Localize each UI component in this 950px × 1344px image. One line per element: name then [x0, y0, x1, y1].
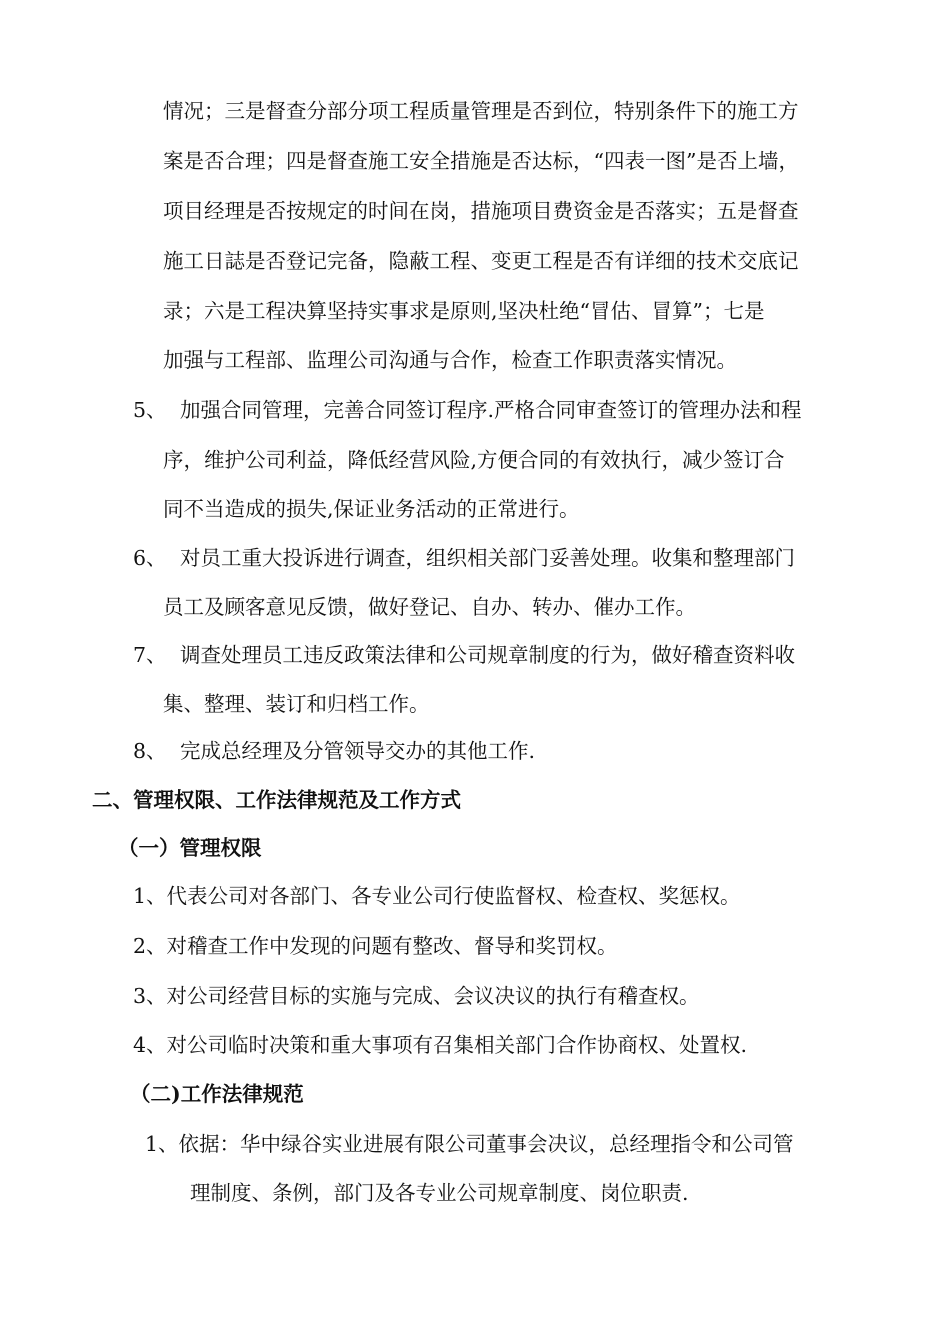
list-item-line: 集、整理、装订和归档工作。: [163, 692, 430, 716]
authority-item: 4、对公司临时决策和重大事项有召集相关部门合作协商权、处置权.: [133, 1033, 748, 1057]
authority-item: 1、代表公司对各部门、各专业公司行使监督权、检查权、奖惩权。: [133, 884, 741, 908]
paragraph-line: 录；六是工程决算坚持实事求是原则,坚决杜绝“冒估、冒算”；七是: [163, 299, 765, 323]
list-item-line: 员工及顾客意见反馈，做好登记、自办、转办、催办工作。: [163, 595, 696, 619]
subsection-heading: （二)工作法律规范: [130, 1082, 304, 1106]
paragraph-line: 项目经理是否按规定的时间在岗，措施项目费资金是否落实；五是督查: [163, 199, 799, 223]
basis-item-line: 理制度、条例，部门及各专业公司规章制度、岗位职责.: [190, 1181, 689, 1205]
paragraph-line: 案是否合理；四是督查施工安全措施是否达标，“四表一图”是否上墙，: [163, 149, 799, 173]
list-item-line: 同不当造成的损失,保证业务活动的正常进行。: [163, 497, 580, 521]
basis-item-line: 1、依据：华中绿谷实业进展有限公司董事会决议，总经理指令和公司管: [145, 1132, 794, 1156]
list-item-line: 对员工重大投诉进行调查，组织相关部门妥善处理。收集和整理部门: [180, 546, 795, 570]
authority-item: 3、对公司经营目标的实施与完成、会议决议的执行有稽查权。: [133, 984, 700, 1008]
list-item-line: 完成总经理及分管领导交办的其他工作.: [180, 739, 536, 763]
list-item-line: 调查处理员工违反政策法律和公司规章制度的行为，做好稽查资料收: [180, 643, 795, 667]
list-item-number: 8、: [133, 739, 167, 763]
paragraph-line: 加强与工程部、监理公司沟通与合作，检查工作职责落实情况。: [163, 348, 737, 372]
list-item-line: 加强合同管理，完善合同签订程序.严格合同审查签订的管理办法和程: [180, 398, 802, 422]
paragraph-line: 情况；三是督查分部分项工程质量管理是否到位，特别条件下的施工方: [163, 99, 799, 123]
section-heading: 二、管理权限、工作法律规范及工作方式: [92, 788, 461, 812]
list-item-number: 7、: [133, 643, 167, 667]
list-item-number: 5、: [133, 398, 167, 422]
subsection-heading: （一）管理权限: [118, 836, 262, 860]
authority-item: 2、对稽查工作中发现的问题有整改、督导和奖罚权。: [133, 934, 618, 958]
list-item-number: 6、: [133, 546, 167, 570]
paragraph-line: 施工日誌是否登记完备，隐蔽工程、变更工程是否有详细的技术交底记: [163, 249, 799, 273]
list-item-line: 序，维护公司利益，降低经营风险,方便合同的有效执行，减少签订合: [163, 448, 785, 472]
